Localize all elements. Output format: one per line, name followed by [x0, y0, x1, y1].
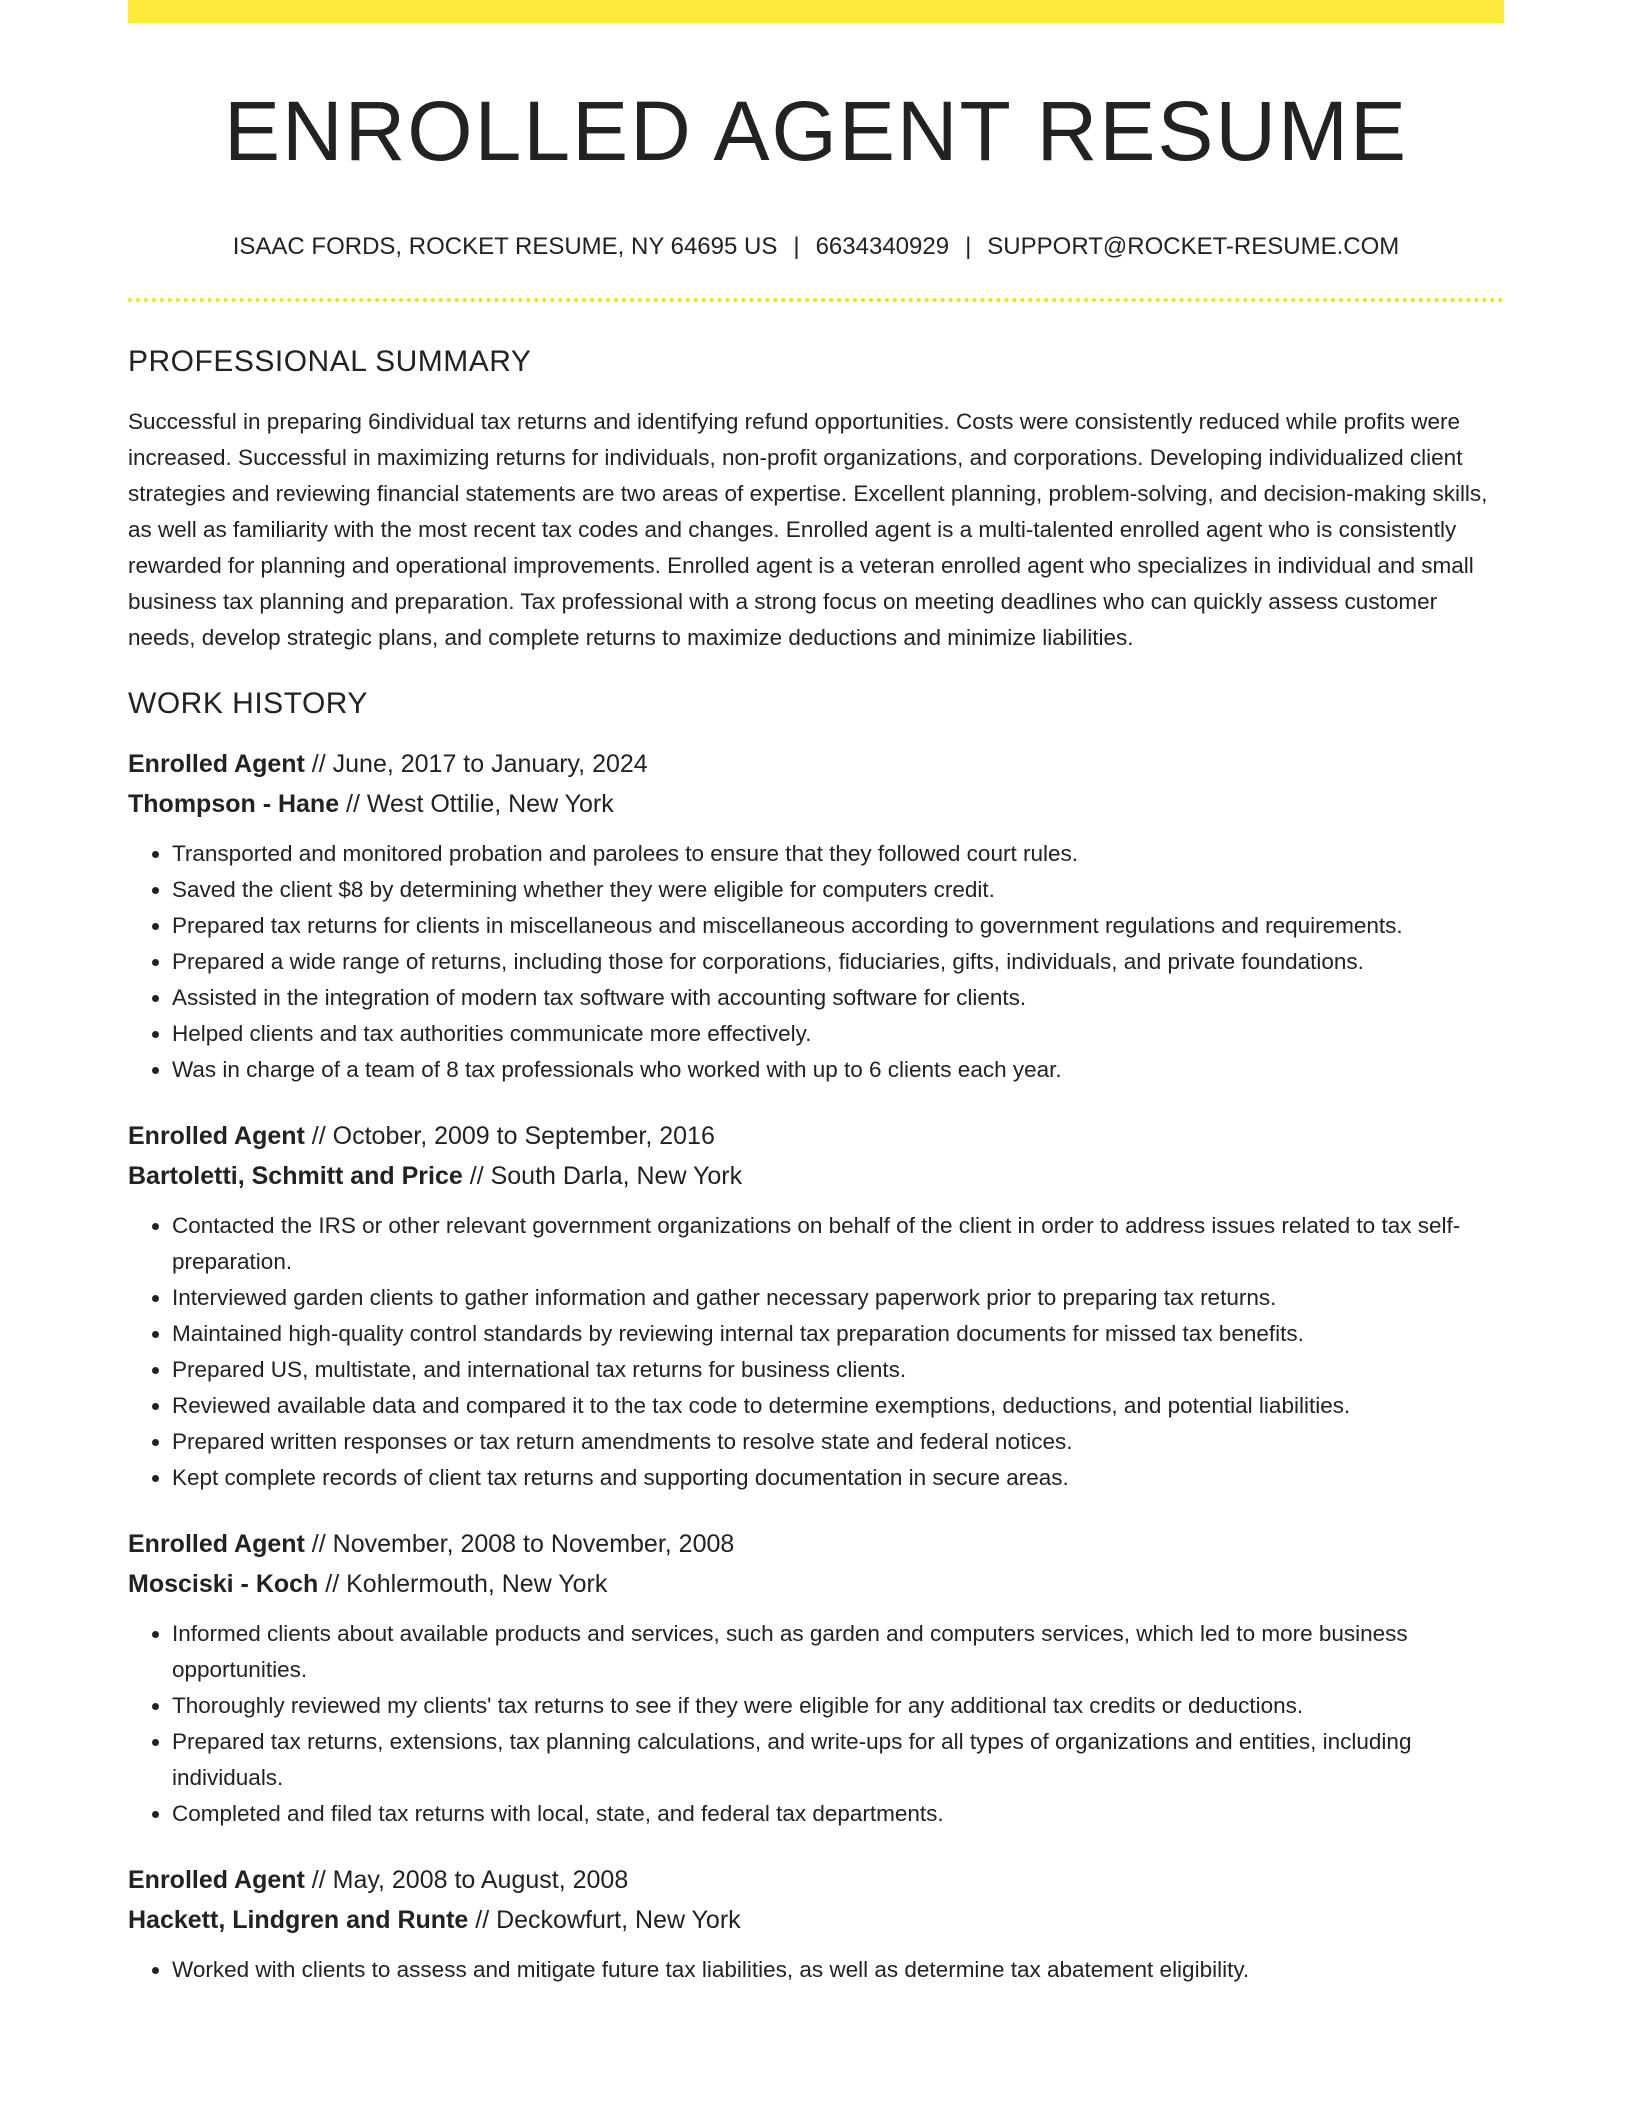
accent-bar [128, 0, 1504, 23]
job-entry [128, 1116, 1504, 1496]
job-bullet: • Interviewed garden clients to gather information and gather necessary paperwork prior to preparing tax returns. [172, 1280, 1504, 1316]
job-location: // West Ottilie, New York [339, 790, 614, 819]
page-title: ENROLLED AGENT RESUME [223, 84, 1409, 178]
contact-address: ISAAC FORDS, ROCKET RESUME, NY 64695 US [232, 233, 778, 261]
summary-text: Successful in preparing 6individual tax returns and identifying refund opportunities. Costs were consistently reduced while profits were increased. Successful in maximizing returns for individuals, non-profit organizations, and corporations. Developing individualized client strategies and reviewing financial statements are two areas of expertise. Excellent planning, problem-solving, and decision-making skills, as well as familiarity with the most recent tax codes and changes. Enrolled agent is a multi-talented enrolled agent who is consistently rewarded for planning and operational improvements. Enrolled agent is a veteran enrolled agent who specializes in individual and small business tax planning and preparation. Tax professional with a strong focus on meeting deadlines who can quickly assess customer needs, develop strategic plans, and complete returns to maximize deductions and minimize liabilities. [128, 409, 1488, 651]
contact-separator: | [965, 233, 972, 261]
job-title: Enrolled Agent [128, 1122, 305, 1151]
job-bullets [128, 1208, 1504, 1496]
job-title-line [128, 1524, 1504, 1564]
job-bullet: • Worked with clients to assess and mitigate future tax liabilities, as well as determine tax abatement eligibility. [172, 1952, 1504, 1988]
job-bullet: • Thoroughly reviewed my clients' tax returns to see if they were eligible for any additional tax credits or deductions. [172, 1688, 1504, 1724]
job-bullet: • Assisted in the integration of modern tax software with accounting software for clients. [172, 980, 1504, 1016]
job-entry [128, 744, 1504, 1088]
job-bullet: • Maintained high-quality control standards by reviewing internal tax preparation documents for missed tax benefits. [172, 1316, 1504, 1352]
summary-section [128, 344, 1504, 656]
dotted-divider [128, 298, 1504, 302]
job-location: // Kohlermouth, New York [318, 1570, 608, 1599]
contact-email: SUPPORT@ROCKET-RESUME.COM [987, 233, 1400, 261]
job-entry [128, 1860, 1504, 1988]
job-dates: // November, 2008 to November, 2008 [304, 1530, 735, 1559]
job-bullets [128, 1952, 1504, 1988]
job-bullets [128, 836, 1504, 1088]
job-bullet: • Contacted the IRS or other relevant government organizations on behalf of the client in order to address issues related to tax self-preparation. [172, 1208, 1504, 1280]
job-company: Thompson - Hane [128, 790, 340, 819]
job-title: Enrolled Agent [128, 1530, 305, 1559]
job-dates: // May, 2008 to August, 2008 [304, 1866, 629, 1895]
resume-page [128, 0, 1504, 1988]
summary-heading: PROFESSIONAL SUMMARY [128, 345, 532, 379]
job-title: Enrolled Agent [128, 1866, 305, 1895]
job-company: Hackett, Lindgren and Runte [128, 1906, 469, 1935]
job-title-line [128, 1860, 1504, 1900]
work-history-section [128, 686, 1504, 1988]
job-bullet: • Prepared a wide range of returns, including those for corporations, fiduciaries, gifts, individuals, and private foundations. [172, 944, 1504, 980]
job-company-line [128, 1900, 1504, 1940]
job-company: Bartoletti, Schmitt and Price [128, 1162, 463, 1191]
job-bullet: • Kept complete records of client tax returns and supporting documentation in secure areas. [172, 1460, 1504, 1496]
job-company-line [128, 784, 1504, 824]
job-company: Mosciski - Koch [128, 1570, 319, 1599]
job-entry [128, 1524, 1504, 1832]
job-title-line [128, 1116, 1504, 1156]
contact-separator: | [793, 233, 800, 261]
job-bullet: • Was in charge of a team of 8 tax professionals who worked with up to 6 clients each year. [172, 1052, 1504, 1088]
job-company-line [128, 1564, 1504, 1604]
job-bullet: • Prepared tax returns for clients in miscellaneous and miscellaneous according to government regulations and requirements. [172, 908, 1504, 944]
job-bullet: • Transported and monitored probation and parolees to ensure that they followed court rules. [172, 836, 1504, 872]
job-bullets [128, 1616, 1504, 1832]
contact-phone: 6634340929 [815, 233, 950, 261]
job-title-line [128, 744, 1504, 784]
job-bullet: • Prepared US, multistate, and international tax returns for business clients. [172, 1352, 1504, 1388]
job-dates: // June, 2017 to January, 2024 [304, 750, 648, 779]
contact-line [128, 233, 1504, 262]
job-bullet: • Saved the client $8 by determining whether they were eligible for computers credit. [172, 872, 1504, 908]
job-bullet: • Reviewed available data and compared it to the tax code to determine exemptions, deductions, and potential liabilities. [172, 1388, 1504, 1424]
job-bullet: • Prepared written responses or tax return amendments to resolve state and federal notices. [172, 1424, 1504, 1460]
job-title: Enrolled Agent [128, 750, 305, 779]
job-location: // Deckowfurt, New York [468, 1906, 741, 1935]
job-bullet: • Completed and filed tax returns with local, state, and federal tax departments. [172, 1796, 1504, 1832]
job-company-line [128, 1156, 1504, 1196]
job-location: // South Darla, New York [462, 1162, 743, 1191]
job-bullet: • Helped clients and tax authorities communicate more effectively. [172, 1016, 1504, 1052]
work-history-heading: WORK HISTORY [128, 687, 368, 721]
job-dates: // October, 2009 to September, 2016 [304, 1122, 715, 1151]
job-bullet: • Informed clients about available products and services, such as garden and computers services, which led to more business opportunities. [172, 1616, 1504, 1688]
job-bullet: • Prepared tax returns, extensions, tax planning calculations, and write-ups for all types of organizations and entities, including individuals. [172, 1724, 1504, 1796]
